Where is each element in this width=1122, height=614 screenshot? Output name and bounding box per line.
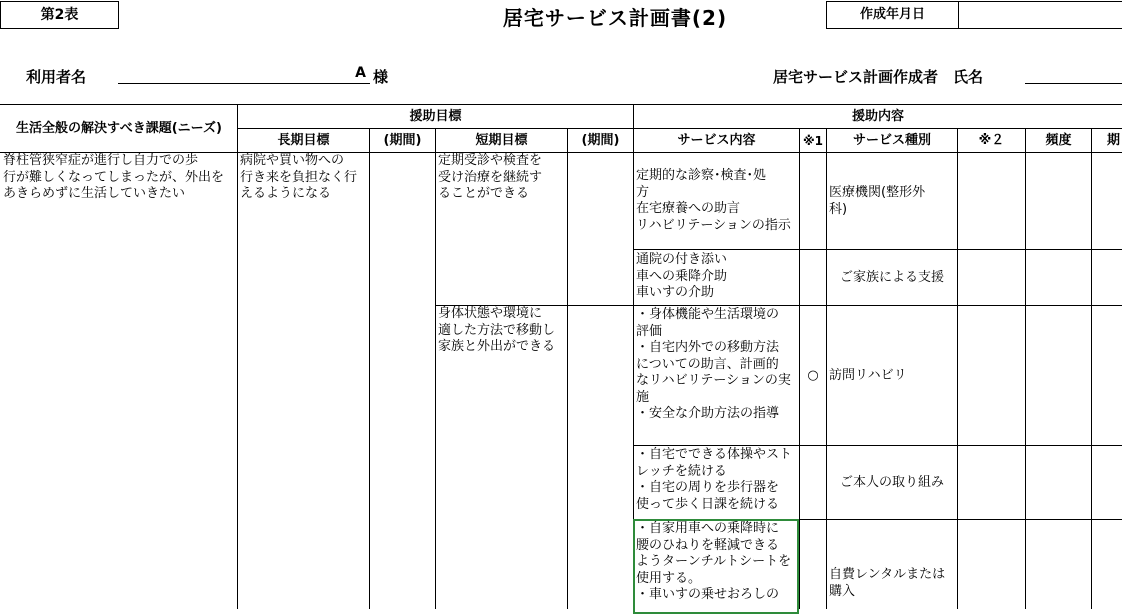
needs-cell[interactable]: 脊柱管狭窄症が進行し自力での歩 行が難しくなってしまったが、外出を あきらめずに生活していきたい: [3, 153, 225, 201]
header-content: 援助内容: [851, 108, 904, 124]
col-note-1: ※1: [802, 133, 823, 148]
planner-label: 居宅サービス計画作成者 氏名: [773, 68, 984, 86]
created-date-label: 作成年月日: [826, 1, 959, 29]
header-needs: 生活全般の解決すべき課題(ニーズ): [16, 120, 222, 136]
col-frequency: 頻度: [1045, 132, 1072, 148]
service-type-cell[interactable]: ご家族による支援: [839, 269, 944, 285]
service-content-cell[interactable]: ・身体機能や生活環境の 評価 ・自宅内外での移動方法 についての助言、計画的 なリハビリテーションの実 施 ・安全な介助方法の指導: [636, 307, 791, 421]
created-date-field[interactable]: [958, 1, 1122, 29]
header-goals: 援助目標: [409, 108, 462, 124]
user-name: A: [355, 65, 366, 81]
service-content-cell[interactable]: ・自家用車への乗降時に 腰のひねりを軽減できる ようターンチルトシートを 使用する。 ・車いすの乗せおろしの: [636, 521, 792, 602]
col-service-content: サービス内容: [677, 132, 756, 148]
service-type-cell[interactable]: ご本人の取り組み: [839, 474, 944, 490]
service-content-cell[interactable]: ・自宅でできる体操やスト レッチを続ける ・自宅の周りを歩行器を 使って歩く日課を続ける: [636, 447, 793, 512]
col-period-3: 期: [1107, 133, 1121, 148]
service-type-cell[interactable]: 医療機関(整形外 科): [829, 185, 926, 217]
form-number: 第2表: [0, 1, 119, 29]
user-name-field[interactable]: [118, 64, 370, 84]
service-mark-cell[interactable]: ○: [807, 367, 819, 383]
col-period-2: (期間): [581, 132, 620, 148]
col-note-2: ※２: [978, 132, 1005, 148]
col-period-1: (期間): [383, 132, 422, 148]
short-goal-cell-1[interactable]: 定期受診や検査を 受け治療を継続す ることができる: [438, 153, 543, 201]
service-type-cell[interactable]: 自費レンタルまたは 購入: [829, 567, 946, 599]
col-short-goal: 短期目標: [475, 132, 528, 148]
col-long-goal: 長期目標: [277, 132, 330, 148]
page-title: 居宅サービス計画書(2): [502, 5, 728, 30]
long-goal-cell[interactable]: 病院や買い物への 行き来を負担なく行 えるようになる: [240, 153, 358, 201]
col-service-type: サービス種別: [852, 132, 931, 148]
service-content-cell[interactable]: 定期的な診察･検査･処 方 在宅療養への助言 リハビリテーションの指示: [636, 168, 791, 233]
service-type-cell[interactable]: 訪問リハビリ: [829, 368, 907, 383]
service-content-cell[interactable]: 通院の付き添い 車への乗降介助 車いすの介助: [636, 252, 728, 300]
honorific: 様: [373, 68, 389, 86]
short-goal-cell-2[interactable]: 身体状態や環境に 適した方法で移動し 家族と外出ができる: [438, 306, 556, 354]
planner-name-field[interactable]: [1025, 64, 1122, 84]
user-label: 利用者名: [26, 68, 87, 86]
